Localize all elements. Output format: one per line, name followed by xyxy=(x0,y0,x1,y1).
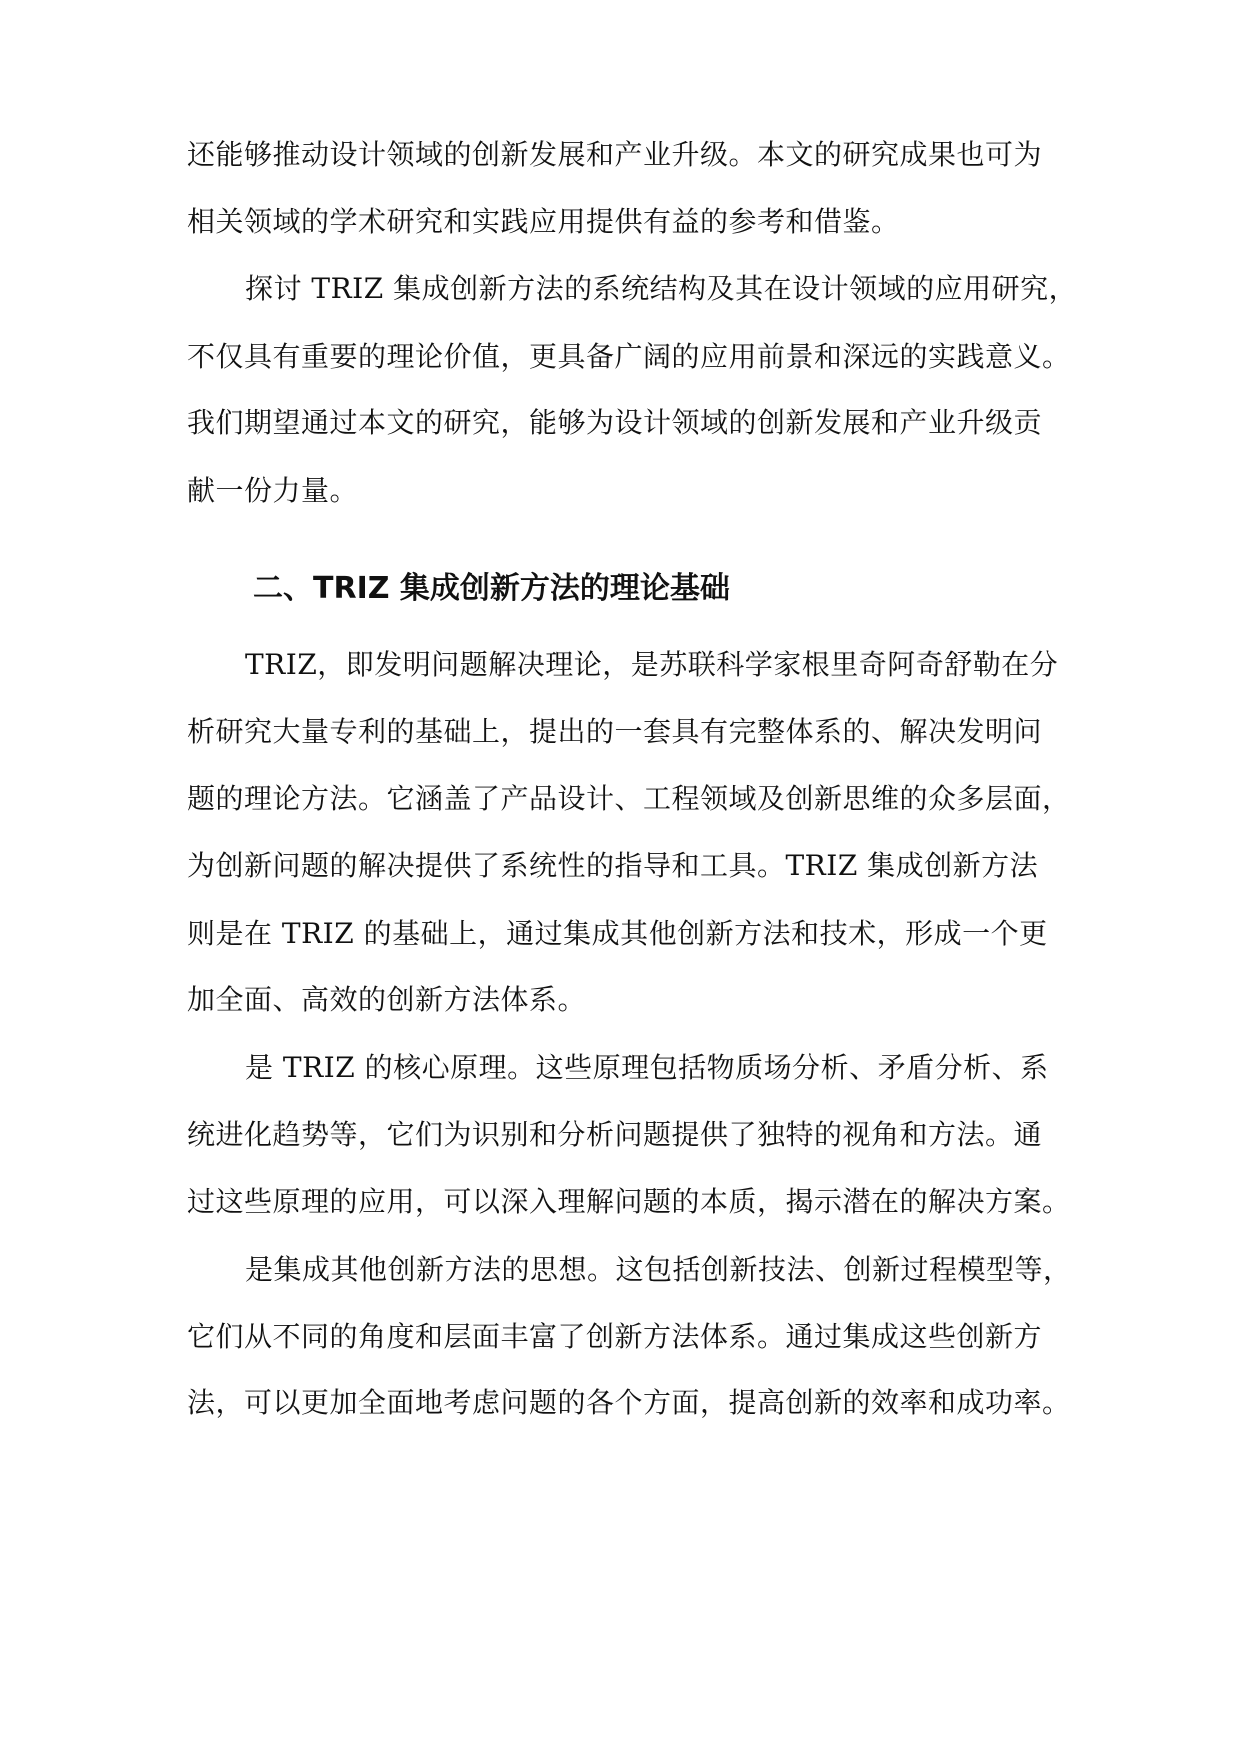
paragraph-3-line-3: 题的理论方法。它涵盖了产品设计、工程领域及创新思维的众多层面， xyxy=(187,782,1071,815)
section-heading: 二、TRIZ 集成创新方法的理论基础 xyxy=(253,571,730,606)
paragraph-5-line-2: 它们从不同的角度和层面丰富了创新方法体系。通过集成这些创新方 xyxy=(187,1320,1043,1353)
paragraph-1-line-2: 相关领域的学术研究和实践应用提供有益的参考和借鉴。 xyxy=(187,205,900,238)
paragraph-3-line-6: 加全面、高效的创新方法体系。 xyxy=(187,983,587,1016)
paragraph-5-line-3: 法，可以更加全面地考虑问题的各个方面，提高创新的效率和成功率。 xyxy=(187,1386,1071,1419)
paragraph-3-line-5: 则是在 TRIZ 的基础上，通过集成其他创新方法和技术，形成一个更 xyxy=(187,917,1048,950)
paragraph-4-line-2: 统进化趋势等，它们为识别和分析问题提供了独特的视角和方法。通 xyxy=(187,1118,1043,1151)
paragraph-4-line-3: 过这些原理的应用，可以深入理解问题的本质，揭示潜在的解决方案。 xyxy=(187,1185,1071,1218)
paragraph-2-line-3: 我们期望通过本文的研究，能够为设计领域的创新发展和产业升级贡 xyxy=(187,406,1043,439)
paragraph-1-line-1: 还能够推动设计领域的创新发展和产业升级。本文的研究成果也可为 xyxy=(187,138,1043,171)
paragraph-3-line-1: TRIZ，即发明问题解决理论，是苏联科学家根里奇阿奇舒勒在分 xyxy=(245,648,1059,681)
paragraph-3-line-4: 为创新问题的解决提供了系统性的指导和工具。TRIZ 集成创新方法 xyxy=(187,849,1039,882)
paragraph-5-line-1: 是集成其他创新方法的思想。这包括创新技法、创新过程模型等， xyxy=(245,1253,1072,1286)
paragraph-2-line-2: 不仅具有重要的理论价值，更具备广阔的应用前景和深远的实践意义。 xyxy=(187,340,1071,373)
paragraph-3-line-2: 析研究大量专利的基础上，提出的一套具有完整体系的、解决发明问 xyxy=(187,715,1043,748)
paragraph-2-line-4: 献一份力量。 xyxy=(187,474,359,507)
paragraph-2-line-1: 探讨 TRIZ 集成创新方法的系统结构及其在设计领域的应用研究， xyxy=(245,272,1078,305)
paragraph-4-line-1: 是 TRIZ 的核心原理。这些原理包括物质场分析、矛盾分析、系 xyxy=(245,1051,1049,1084)
